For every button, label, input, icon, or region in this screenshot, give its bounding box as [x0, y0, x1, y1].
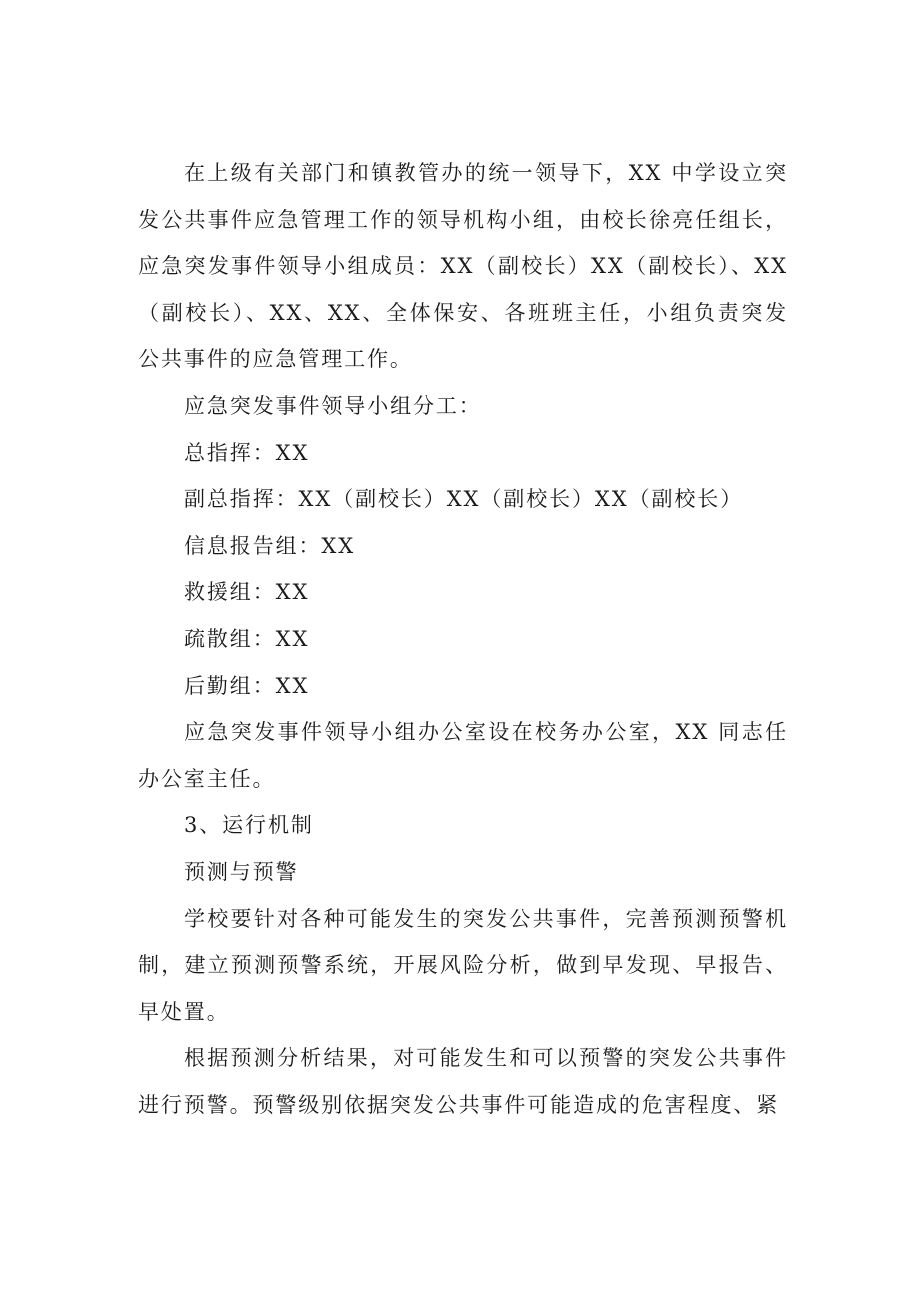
paragraph-info-report-group: 信息报告组：XX — [184, 533, 356, 558]
subheading-forecast-warning: 预测与预警 — [184, 859, 299, 884]
paragraph-office: 应急突发事件领导小组办公室设在校务办公室，XX 同志任办公室主任。 — [138, 720, 788, 791]
paragraph-logistics-group: 后勤组：XX — [184, 673, 310, 698]
paragraph-evacuation-group: 疏散组：XX — [184, 626, 310, 651]
paragraph-forecast-mechanism: 学校要针对各种可能发生的突发公共事件，完善预测预警机制，建立预测预警系统，开展风险分析，做到早发现、早报告、早处置。 — [138, 906, 788, 1024]
paragraph-deputy-commander: 副总指挥：XX（副校长）XX（副校长）XX（副校长） — [184, 487, 744, 512]
section-heading-operation-mechanism: 3、运行机制 — [184, 813, 314, 838]
paragraph-division-heading: 应急突发事件领导小组分工： — [184, 393, 482, 418]
paragraph-commander: 总指挥：XX — [184, 440, 310, 465]
paragraph-leadership-group: 在上级有关部门和镇教管办的统一领导下，XX 中学设立突发公共事件应急管理工作的领导机构小组，由校长徐亮任组长，应急突发事件领导小组成员：XX（副校长）XX（副校长）、XX（副校长）、XX、XX、全体保安、各班班主任，小组负责突发公共事件的应急管理工作。 — [138, 161, 788, 372]
paragraph-rescue-group: 救援组：XX — [184, 580, 310, 605]
paragraph-warning-levels: 根据预测分析结果，对可能发生和可以预警的突发公共事件进行预警。预警级别依据突发公共事件可能造成的危害程度、紧 — [138, 1046, 788, 1117]
document-body — [138, 150, 788, 1128]
